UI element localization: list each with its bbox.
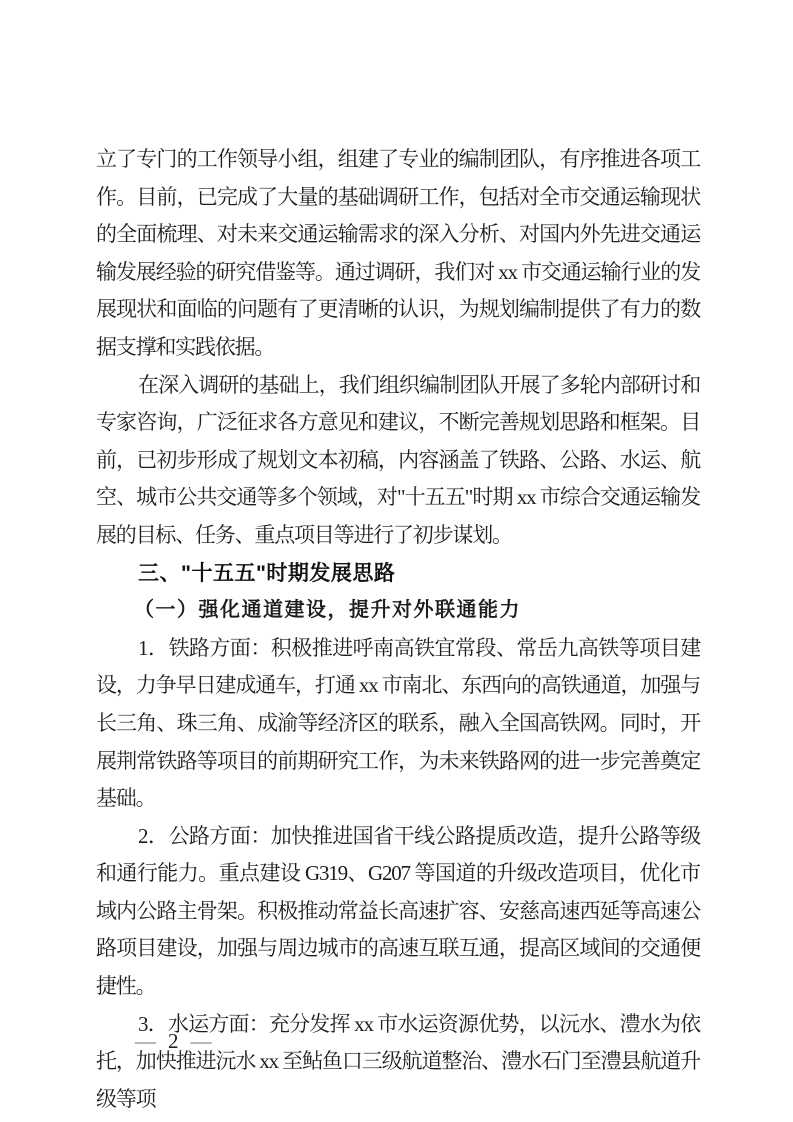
- body-paragraph-continued: 立了专门的工作领导小组，组建了专业的编制团队，有序推进各项工作。目前，已完成了大量的基础调研工作，包括对全市交通运输现状的全面梳理、对未来交通运输需求的深入分析、对国内外先进交通运输发展经验的研究借鉴等。通过调研，我们对 xx 市交通运输行业的发展现状和面临的问题有了更清晰的认识，为规划编制提供了有力的数据支撑和实践依据。: [96, 147, 700, 359]
- page-number-dash-right: —: [190, 1029, 212, 1053]
- list-paragraph-highway: 2．公路方面：加快推进国省干线公路提质改造，提升公路等级和通行能力。重点建设 G319、G207 等国道的升级改造项目，优化市域内公路主骨架。积极推动常益长高速扩容、安慈高速西延等高速公路项目建设，加强与周边城市的高速互联互通，提高区域间的交通便捷性。: [96, 823, 700, 999]
- document-body: [96, 141, 700, 1118]
- page-number-value: 2: [168, 1029, 179, 1053]
- list-paragraph-waterway: 3．水运方面：充分发挥 xx 市水运资源优势，以沅水、澧水为依托，加快推进沅水 xx 至鲇鱼口三级航道整治、澧水石门至澧县航道升级等项: [96, 1011, 700, 1111]
- list-paragraph-railway: 1．铁路方面：积极推进呼南高铁宜常段、常岳九高铁等项目建设，力争早日建成通车，打通 xx 市南北、东西向的高铁通道，加强与长三角、珠三角、成渝等经济区的联系，融入全国高铁网。同时，开展荆常铁路等项目的前期研究工作，为未来铁路网的进一步完善奠定基础。: [96, 635, 700, 811]
- subsection-heading: （一）强化通道建设，提升对外联通能力: [134, 599, 521, 622]
- page-number: [135, 1029, 212, 1053]
- section-heading: 三、"十五五"时期发展思路: [138, 561, 396, 585]
- body-paragraph-drafting: 在深入调研的基础上，我们组织编制团队开展了多轮内部研讨和专家咨询，广泛征求各方意见和建议，不断完善规划思路和框架。目前，已初步形成了规划文本初稿，内容涵盖了铁路、公路、水运、航空、城市公共交通等多个领域，对"十五五"时期 xx 市综合交通运输发展的目标、任务、重点项目等进行了初步谋划。: [96, 372, 700, 547]
- page-number-dash-left: —: [135, 1029, 156, 1053]
